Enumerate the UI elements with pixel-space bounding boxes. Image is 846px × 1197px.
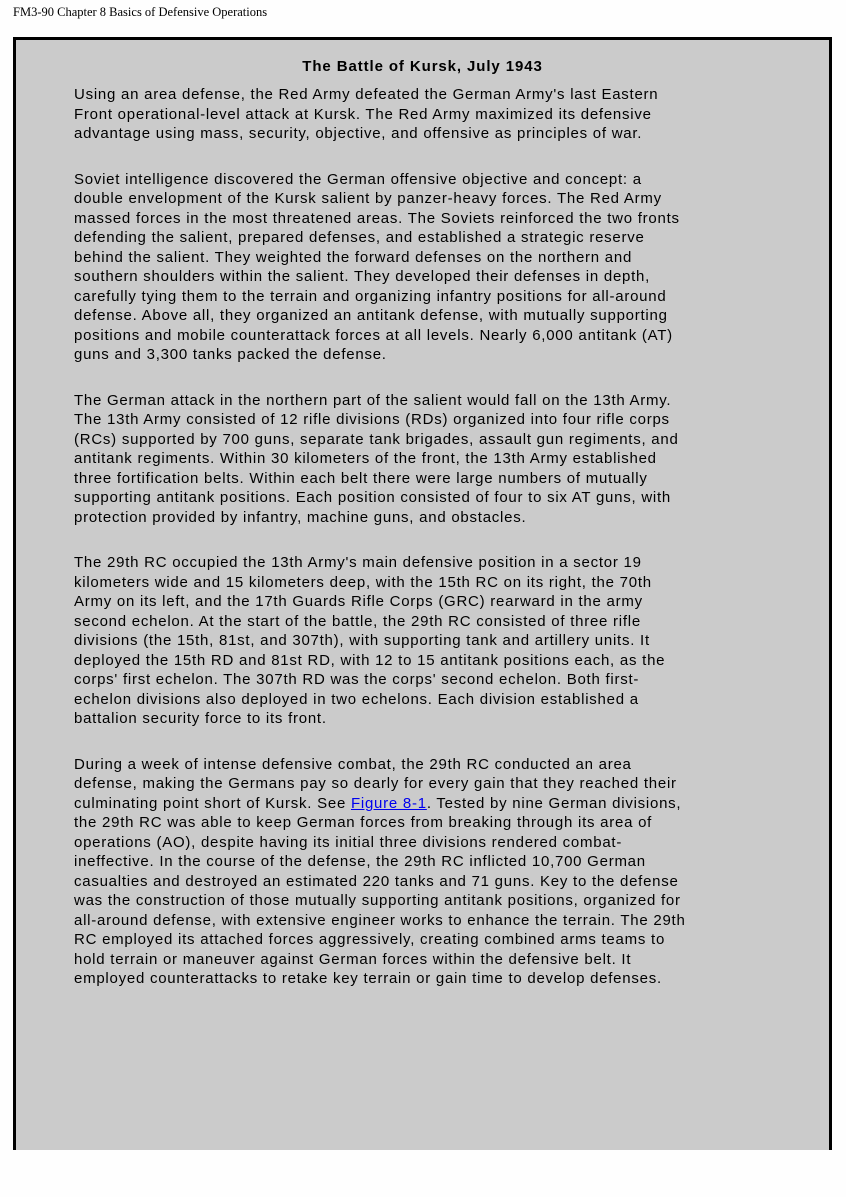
box-title: The Battle of Kursk, July 1943 bbox=[302, 58, 543, 75]
text-line: southern shoulders within the salient. They developed their defenses in depth, bbox=[74, 268, 651, 285]
text-line: echelon divisions also deployed in two echelons. Each division established a bbox=[74, 690, 639, 708]
text-segment: . Tested by nine German divisions, bbox=[426, 794, 682, 812]
text-line: second echelon. At the start of the battle, the 29th RC consisted of three rifle bbox=[74, 612, 641, 630]
text-line: employed counterattacks to retake key terrain or gain time to develop defenses. bbox=[74, 970, 662, 987]
text-line: kilometers wide and 15 kilometers deep, with the 15th RC on its right, the 70th bbox=[74, 573, 652, 591]
text-line: defense, making the Germans pay so dearly for every gain that they reached their bbox=[74, 775, 677, 792]
figure-8-1-link[interactable]: Figure 8-1 bbox=[350, 794, 427, 812]
text-line: corps' first echelon. The 307th RD was the corps' second echelon. Both first- bbox=[74, 671, 640, 688]
text-line: positions and mobile counterattack forces at all levels. Nearly 6,000 antitank (AT) bbox=[74, 326, 673, 344]
text-line: battalion security force to its front. bbox=[74, 710, 327, 727]
text-line: advantage using mass, security, objective, and offensive as principles of war. bbox=[74, 125, 643, 142]
text-line: deployed the 15th RD and 81st RD, with 12 to 15 antitank positions each, as the bbox=[74, 651, 666, 669]
text-line: During a week of intense defensive combat, the 29th RC conducted an area bbox=[74, 755, 632, 773]
text-line: was the construction of those mutually supporting antitank positions, organized for bbox=[74, 892, 681, 909]
text-line: protection provided by infantry, machine guns, and obstacles. bbox=[74, 508, 527, 526]
text-line: Soviet intelligence discovered the German offensive objective and concept: a bbox=[74, 170, 642, 188]
text-line: The 13th Army consisted of 12 rifle divisions (RDs) organized into four rifle corps bbox=[74, 411, 670, 428]
text-line: The German attack in the northern part of the salient would fall on the 13th Army. bbox=[74, 391, 672, 409]
text-line: Front operational-level attack at Kursk. The Red Army maximized its defensive bbox=[74, 105, 652, 123]
text-line: supporting antitank positions. Each position consisted of four to six AT guns, with bbox=[74, 489, 671, 506]
text-line: antitank regiments. Within 30 kilometers of the front, the 13th Army established bbox=[74, 450, 657, 467]
text-line: three fortification belts. Within each belt there were large numbers of mutually bbox=[74, 469, 648, 487]
paragraph bbox=[74, 85, 686, 144]
text-line: ineffective. In the course of the defense, the 29th RC inflicted 10,700 German bbox=[74, 853, 646, 870]
text-line: behind the salient. They weighted the forward defenses on the northern and bbox=[74, 248, 633, 266]
text-line: operations (AO), despite having its initial three divisions rendered combat- bbox=[74, 833, 623, 851]
text-line: casualties and destroyed an estimated 220 tanks and 71 guns. Key to the defense bbox=[74, 872, 679, 890]
text-line: defending the salient, prepared defenses, and established a strategic reserve bbox=[74, 229, 645, 246]
box-content bbox=[74, 85, 686, 1015]
text-line: The 29th RC occupied the 13th Army's main defensive position in a sector 19 bbox=[74, 554, 642, 571]
text-line: hold terrain or maneuver against German forces within the defensive belt. It bbox=[74, 950, 632, 968]
text-line: defense. Above all, they organized an antitank defense, with mutually supporting bbox=[74, 307, 668, 324]
paragraph bbox=[74, 553, 686, 729]
paragraph bbox=[74, 391, 686, 528]
text-line: Army on its left, and the 17th Guards Rifle Corps (GRC) rearward in the army bbox=[74, 593, 643, 610]
text-line: divisions (the 15th, 81st, and 307th), with supporting tank and artillery units. It bbox=[74, 632, 650, 649]
text-line: RC employed its attached forces aggressively, creating combined arms teams to bbox=[74, 931, 666, 948]
text-line: (RCs) supported by 700 guns, separate tank brigades, assault gun regiments, and bbox=[74, 430, 679, 448]
text-line: the 29th RC was able to keep German forces from breaking through its area of bbox=[74, 814, 653, 831]
paragraph bbox=[74, 755, 686, 989]
paragraph bbox=[74, 170, 686, 365]
text-line: massed forces in the most threatened areas. The Soviets reinforced the two fronts bbox=[74, 209, 680, 227]
running-head: FM3-90 Chapter 8 Basics of Defensive Operations bbox=[13, 5, 268, 19]
text-line: guns and 3,300 tanks packed the defense. bbox=[74, 346, 387, 363]
text-line: Using an area defense, the Red Army defeated the German Army's last Eastern bbox=[74, 86, 659, 103]
text-line bbox=[74, 794, 686, 814]
text-line: all-around defense, with extensive engineer works to enhance the terrain. The 29th bbox=[74, 911, 686, 929]
text-line: carefully tying them to the terrain and organizing infantry positions for all-around bbox=[74, 287, 667, 305]
text-segment: culminating point short of Kursk. See bbox=[74, 794, 351, 812]
sidebar-box bbox=[13, 37, 832, 1150]
text-line: double envelopment of the Kursk salient by panzer-heavy forces. The Red Army bbox=[74, 190, 662, 207]
